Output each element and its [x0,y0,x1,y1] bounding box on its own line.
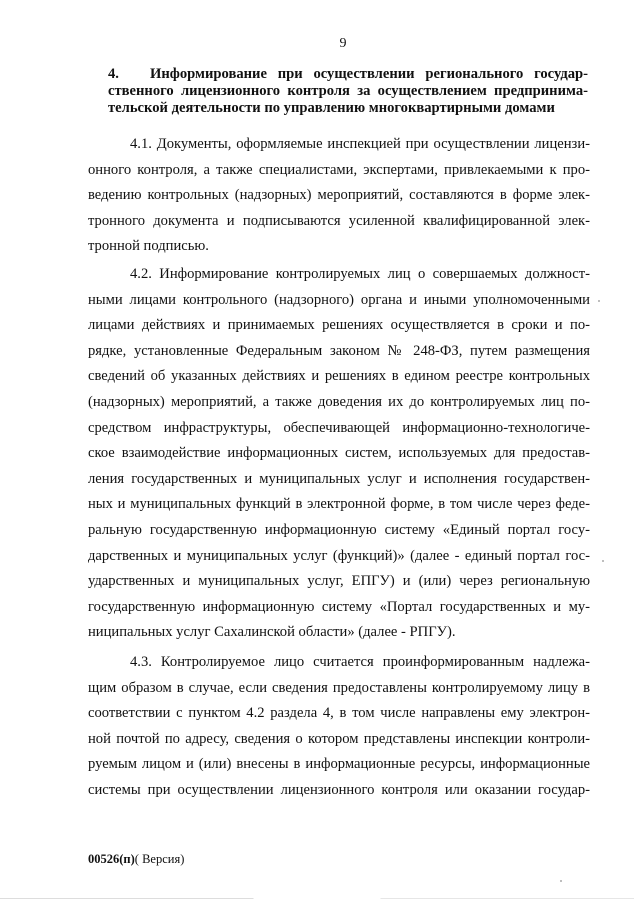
paragraph-line: 4.2. Информирование контролируемых лиц о совершаемых должност- [130,266,590,282]
paragraph-line: системы при осуществлении лицензионного контроля или оказании государ- [88,781,590,798]
paragraph-line: соответствии с пунктом 4.2 раздела 4, в том числе направлены ему электрон- [88,705,590,722]
paragraph-line: 4.1. Документы, оформляемые инспекцией при осуществлении лицензи- [130,136,590,152]
paragraph-line: ведению контрольных (надзорных) мероприятий, составляются в форме элек- [88,187,590,204]
document-code: 00526(п) [88,852,135,866]
paragraph-line: государственную информационную систему «Портал государственных и му- [88,598,590,615]
paragraph-line: тронной подписью. [88,238,209,255]
paragraph-line: ных и муниципальных функций в электронной форме, в том числе через феде- [88,496,590,513]
scan-speck [602,560,604,562]
paragraph-4-2 [88,262,590,646]
paragraph-line: (надзорных) мероприятий, а также доведения их до контролируемых лиц по- [88,393,590,410]
paragraph-line: ниципальных услуг Сахалинской области» (далее - РПГУ). [88,624,456,641]
paragraph-line: рядке, установленные Федеральным законом № 248-ФЗ, путем размещения [88,342,590,359]
paragraph-line: тронного документа и подписываются усиленной квалифицированной элек- [88,212,590,229]
heading-line [108,66,588,83]
heading-line: тельской деятельности по управлению многоквартирными домами [108,100,555,116]
paragraph-line: онного контроля, а также специалистами, экспертами, привлекаемыми к про- [88,161,590,178]
paragraph-line: 4.3. Контролируемое лицо считается проинформированным надлежа- [130,654,590,670]
paragraph-line: ральную государственную информационную систему «Единый портал госу- [88,521,590,538]
scan-speck [598,300,600,302]
paragraph-line: ными лицами контрольного (надзорного) органа и иными уполномоченными [88,291,590,308]
paragraph-line: лицами действиях и принимаемых решениях осуществляется в сроки и по- [88,317,590,334]
document-version: ( Версия) [134,852,185,866]
paragraph-line: сведений об указанных действиях и решениях в едином реестре контрольных [88,368,590,385]
paragraph-line: ударственных и муниципальных услуг, ЕПГУ) и (или) через региональную [88,573,590,590]
paragraph-line: ления государственных и муниципальных услуг и исполнения государствен- [88,470,590,487]
scan-speck [560,880,562,882]
section-number: 4. [108,66,119,82]
paragraph-line: руемым лицом и (или) внесены в информационные ресурсы, информационные [88,756,590,773]
heading-line-text: Информирование при осуществлении регионального государ- [150,66,588,82]
paragraph-line: дарственных и муниципальных услуг (функций)» (далее - единый портал гос- [88,547,590,564]
paragraph-line: ское взаимодействие информационных систем, используемых для предостав- [88,445,590,462]
section-heading [108,66,588,117]
paragraph-4-3 [88,650,590,804]
scan-edge-line [0,898,634,899]
page-number: 9 [339,36,347,51]
paragraph-line: ной почтой по адресу, сведения о котором представлены инспекции контроли- [88,730,590,747]
paragraph-line: щим образом в случае, если сведения предоставлены контролируемому лицу в [88,679,590,696]
document-footer [88,852,184,867]
heading-line: ственного лицензионного контроля за осуществлением предпринима- [108,83,588,99]
paragraph-4-1 [88,132,590,260]
paragraph-line: средством инфраструктуры, обеспечивающей информационно-технологиче- [88,419,590,436]
